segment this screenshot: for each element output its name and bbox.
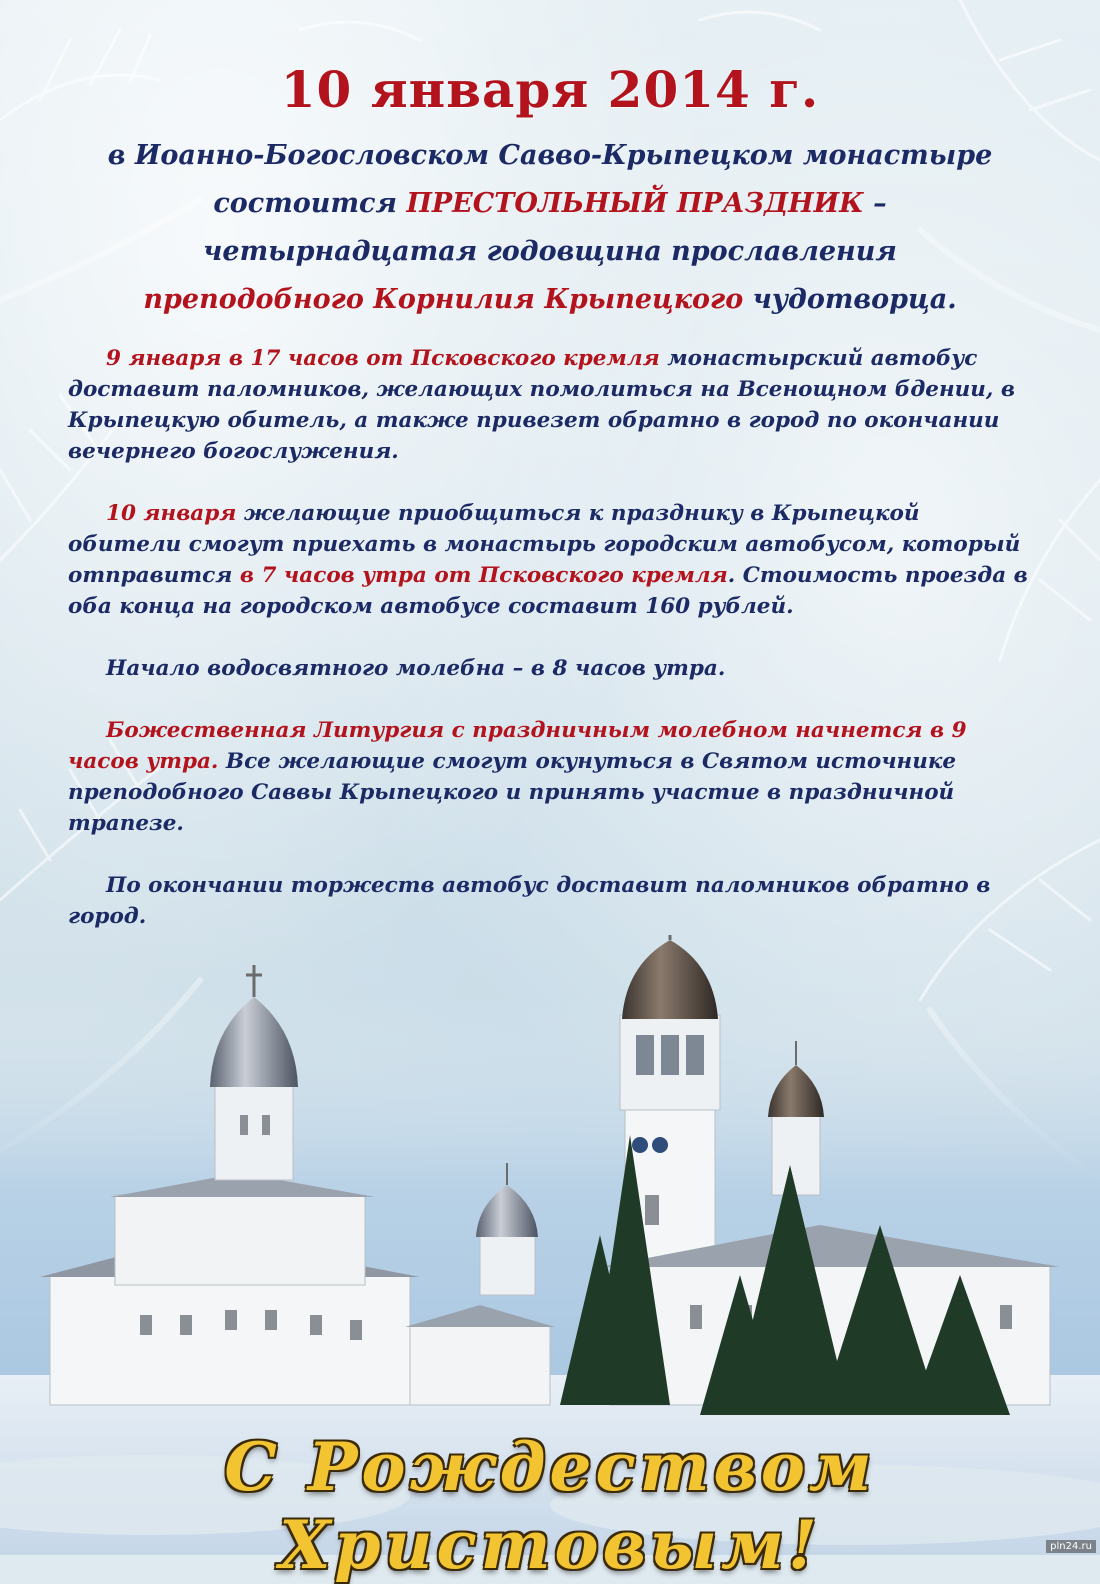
saint-name: преподобного Корнилия Крыпецкого [143, 284, 744, 315]
intro-line-feast [40, 180, 1060, 228]
intro-line-monastery: в Иоанно-Богословском Савво-Крыпецком монастыре [107, 140, 993, 171]
intro-block [40, 132, 1060, 324]
paragraph-liturgy [68, 715, 1038, 839]
jan9-highlight: 9 января в 17 часов от Псковского кремля [106, 346, 660, 371]
paragraph-moleben [68, 653, 1038, 684]
intro-line-anniversary: четырнадцатая годовщина прославления [203, 236, 897, 267]
intro-line-saint [40, 276, 1060, 324]
paragraph-return [68, 870, 1038, 932]
liturgy-text: Все желающие смогут окунуться в Святом источнике преподобного Саввы Крыпецкого и принять участие в праздничной трапезе. [68, 749, 957, 836]
fare-text: . Стоимость проезда в оба конца на городском автобусе составит 160 рублей. [68, 563, 1028, 619]
return-text: По окончании торжеств автобус доставит паломников обратно в город. [68, 873, 991, 929]
paragraph-jan9 [68, 343, 1038, 467]
schedule-text [68, 343, 1038, 932]
event-date-title: 10 января 2014 г. [280, 60, 820, 119]
intro-text: состоится [213, 188, 407, 219]
jan9-text: монастырский автобус доставит паломников, желающих помолиться на Всенощном бдении, в Крыпецкую обитель, а также привезет обратно в город по окончании вечернего богослужения. [68, 346, 1015, 464]
jan10-highlight: 10 января [106, 501, 237, 526]
jan10-text: желающие приобщиться к празднику в Крыпецкой обители смогут приехать в монастырь городским автобусом, который отправится [68, 501, 1021, 588]
christmas-greeting: С Рождеством Христовым! [224, 1428, 876, 1584]
watermark: pln24.ru [1046, 1540, 1096, 1553]
intro-dash: – [863, 188, 887, 219]
feast-name: ПРЕСТОЛЬНЫЙ ПРАЗДНИК [406, 188, 864, 219]
saint-title: чудотворца. [743, 284, 957, 315]
bus-time-highlight: в 7 часов утра от Псковского кремля [239, 563, 728, 588]
liturgy-highlight: Божественная Литургия с праздничным молебном начнется в 9 часов утра. [68, 718, 967, 774]
paragraph-jan10 [68, 498, 1038, 622]
moleben-text: Начало водосвятного молебна – в 8 часов утра. [106, 656, 726, 681]
